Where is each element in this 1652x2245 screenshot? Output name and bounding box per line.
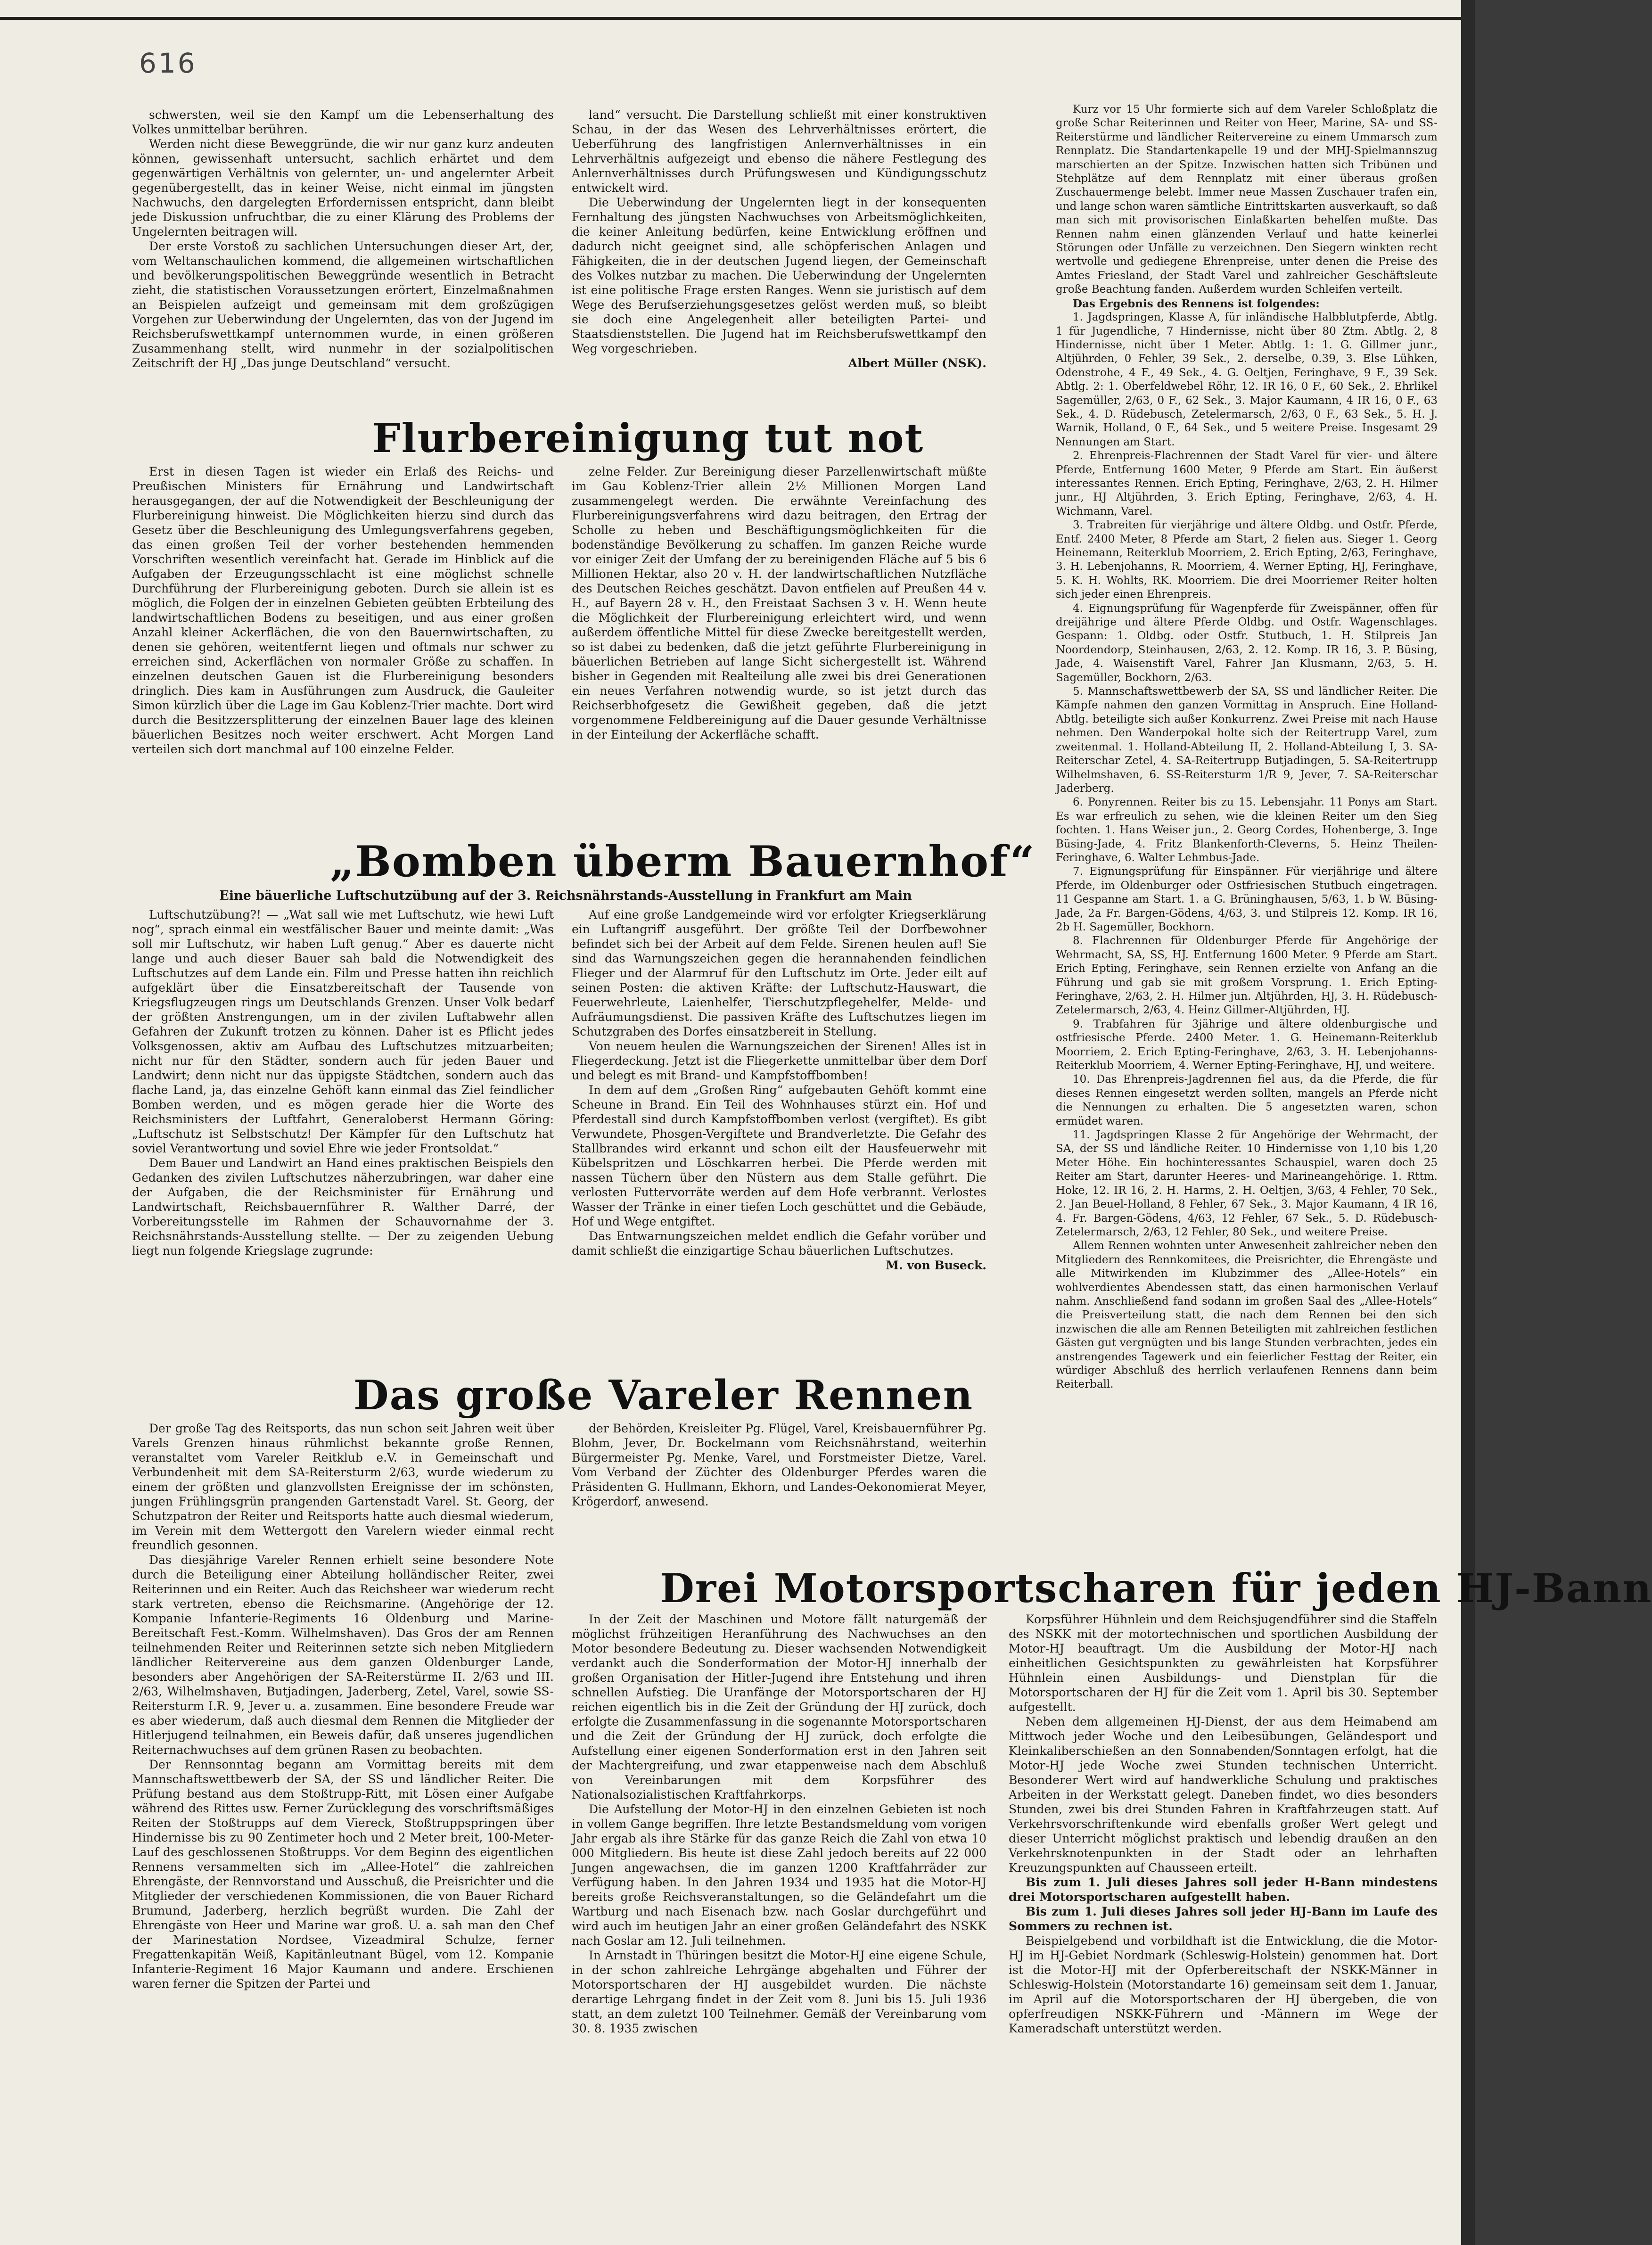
bomben-paragraph: Von neuem heulen die Warnungszeichen der Sirenen! Alles ist in Fliegerdeckung. Jetzt ist die Fliegerkette unmittelbar über dem Dorf und belegt es mit Brand- und Kampfstoffbomben! bbox=[572, 1039, 986, 1082]
hj-final-paragraph: Beispielgebend und vorbildhaft ist die Entwicklung, die die Motor-HJ im HJ-Gebiet Nordmark (Schleswig-Holstein) genommen hat. Dort ist die Motor-HJ mit der Opferbereitschaft der NSKK-Männer in Schleswig-Holstein (Motorstandarte 16) gemeinsam seit dem 1. Januar, im April auf die Motorsportscharen der HJ übergeben, die von opferfreudigen NSKK-Führern und -Männern im Wege der Kameradschaft unterstützt werden. bbox=[1009, 1934, 1438, 2035]
hj-paragraph: Die Aufstellung der Motor-HJ in den einzelnen Gebieten ist noch in vollem Gange begriffen. Ihre letzte Bestandsmeldung vom vorigen Jahr ergab als ihre Stärke für das ganze Reich die Zahl von etwa 10 000 Mitgliedern. Bis heute ist diese Zahl jedoch bereits auf 22 000 Jungen angewachsen, die im ganzen 1200 Kraftfahrräder zur Verfügung haben. In den Jahren 1934 und 1935 hat die Motor-HJ bereits große Reichsveranstaltungen, so die Geländefahrt um die Wartburg und nach Eisenach bzw. nach Goslar durchgeführt und wird auch im heutigen Jahr an einer großen Geländefahrt des NSKK nach Goslar am 12. Juli teilnehmen. bbox=[572, 1802, 986, 1948]
intro-signature: Albert Müller (NSK). bbox=[848, 356, 986, 370]
rennen-result-item: 4. Eignungsprüfung für Wagenpferde für Zweispänner, offen für dreijährige und ältere Pferde Oldbg. und Ostfr. Wagenschlages. Gespann: 1. Oldbg. oder Ostfr. Stutbuch, 1. H. Stilpreis Jan Noordendorp, Steinhausen, 2/63, 2. 12. Komp. IR 16, 3. P. Büsing, Jade, 4. Waisenstift Varel, Fahrer Jan Klusmann, 2/63, 5. H. Sagemüller, Bockhorn, 2/63. bbox=[1056, 602, 1438, 684]
rennen-result-item: 6. Ponyrennen. Reiter bis zu 15. Lebensjahr. 11 Ponys am Start. Es war erfreulich zu sehen, wie die kleinen Reiter um den Sieg fochten. 1. Hans Weiser jun., 2. Georg Cordes, Hohenberge, 3. Inge Büsing-Jade, 4. Fritz Blankenforth-Cleverns, 5. Heinz Theilen-Feringhave, 6. Walter Lehmbus-Jade. bbox=[1056, 796, 1438, 864]
bomben-paragraph: In dem auf dem „Großen Ring“ aufgebauten Gehöft kommt eine Scheune in Brand. Ein Teil des Wohnhauses stürzt ein. Hof und Pferdestall sind durch Kampfstoffbomben verlost (vergiftet). Es gibt Verwundete, Phosgen-Vergiftete und Brandverletzte. Die Gefahr des Stallbrandes wird erkannt und schon eilt der Hausfeuerwehr mit Kübelspritzen und Löschkarren herbei. Die Pferde werden mit nassen Tüchern über den Nüstern aus dem Stalle geführt. Die verlosten Futtervorräte werden auf dem Hofe verbrannt. Verlostes Wasser der Tränke in einer tiefen Loch geschüttet und die Gebäude, Hof und Wege entgiftet. bbox=[572, 1083, 986, 1228]
intro-paragraph: schwersten, weil sie den Kampf um die Lebenserhaltung des Volkes unmittelbar berühren. bbox=[132, 108, 554, 136]
flur-left-column bbox=[132, 464, 554, 757]
bomben-subhead: Eine bäuerliche Luftschutzübung auf der 3. Reichsnährstands-Ausstellung in Frankfurt am Main bbox=[219, 888, 912, 903]
intro-left-column bbox=[132, 107, 554, 370]
intro-paragraph: Werden nicht diese Beweggründe, die wir nur ganz kurz andeuten können, gewissenhaft untersucht, sachlich erhärtet und dem gegenwärtigen Verhältnis von gelernter, un- und angelernter Arbeit gegenübergestellt, das in keiner Weise, nicht einmal im jüngsten Nachwuchs, den dargelegten Erfordernissen entspricht, dann bleibt jede Diskussion unfruchtbar, die zu einer Klärung des Problems der Ungelernten beitragen will. bbox=[132, 137, 554, 238]
rennen-intro: Kurz vor 15 Uhr formierte sich auf dem Vareler Schloßplatz die große Schar Reiterinnen und Reiter von Heer, Marine, SA- und SS-Reiterstürme und ländlicher Reitervereine zu einem Ummarsch zum Rennplatz. Die Standartenkapelle 19 und der MHJ-Spielmannszug marschierten an der Spitze. Inzwischen hatten sich Tribünen und Stehplätze auf dem Rennplatz mit einer überaus großen Zuschauermenge belebt. Immer neue Massen Zuschauer trafen ein, und lange schon waren sämtliche Eintrittskarten ausverkauft, so daß man sich mit provisorischen Einlaßkarten behelfen mußte. Das Rennen nahm einen glänzenden Verlauf und hatte keinerlei Störungen oder Unfälle zu verzeichnen. Den Siegern winkten recht wertvolle und gediegene Ehrenpreise, unter denen die Preise des Amtes Friesland, der Stadt Varel und zahlreicher Geschäftsleute große Beachtung fanden. Außerdem wurden Schleifen verteilt. bbox=[1056, 103, 1438, 296]
rennen-result-item: 9. Trabfahren für 3jährige und ältere oldenburgische und ostfriesische Pferde. 2400 Meter. 1. G. Heinemann-Reiterklub Moorriem, 2. Erich Epting-Feringhave, 2/63, 3. H. Lebenjohanns-Reiterklub Moorriem, 4. Werner Epting-Feringhave, HJ, und weitere. bbox=[1056, 1018, 1438, 1072]
hj-bold-notice: Bis zum 1. Juli dieses Jahres soll jeder H-Bann mindestens drei Motorsportscharen aufgestellt haben. bbox=[1009, 1875, 1438, 1904]
intro-right-column bbox=[572, 107, 986, 370]
bomben-right-column bbox=[572, 907, 986, 1273]
hj-paragraph: In Arnstadt in Thüringen besitzt die Motor-HJ eine eigene Schule, in der schon zahlreiche Lehrgänge abgehalten und Führer der Motorsportscharen der HJ ausgebildet wurden. Die nächste derartige Lehrgang findet in der Zeit vom 8. Juni bis 15. Juli 1936 statt, an dem zuletzt 100 Teilnehmer. Gemäß der Vereinbarung vom 30. 8. 1935 zwischen bbox=[572, 1949, 986, 2035]
hj-headline: Drei Motorsportscharen für jeden HJ-Bann bbox=[660, 1565, 1652, 1612]
rennen-result-item: 7. Eignungsprüfung für Einspänner. Für vierjährige und ältere Pferde, im Oldenburger oder Ostfriesischen Stutbuch eingetragen. 11 Gespanne am Start. 1. a G. Brüninghausen, 5/63, 1. b W. Büsing-Jade, 2a Fr. Bargen-Gödens, 4/63, 3. und Stilpreis 12. Komp. IR 16, 2b H. Sagemüller, Bockhorn. bbox=[1056, 865, 1438, 933]
varel-paragraph: Der Rennsonntag begann am Vormittag bereits mit dem Mannschaftswettbewerb der SA, der SS und ländlicher Reiter. Die Prüfung bestand aus dem Stoßtrupp-Ritt, mit Lösen einer Aufgabe während des Rittes usw. Ferner Zurücklegung des vorschriftsmäßiges Reiten der Stoßtrupps auf dem Viereck, Stoßtruppspringen über Hindernisse bis zu 90 Zentimeter hoch und 2 Meter breit, 100-Meter-Lauf des geschlossenen Stoßtrupps. Vor dem Beginn des eigentlichen Rennens versammelten sich im „Allee-Hotel“ die zahlreichen Ehrengäste, der Rennvorstand und Ausschuß, die Preisrichter und die Mitglieder der verschiedenen Kommissionen, die von Bauer Richard Brumund, Jaderberg, herzlich begrüßt wurden. Die Zahl der Ehrengäste von Heer und Marine war groß. U. a. sah man den Chef der Marinestation Nordsee, Vizeadmiral Schulze, ferner Fregattenkapitän Weiß, Kapitänleutnant Bügel, vom 12. Kompanie Infanterie-Regiment 16 Major Kaumann und andere. Erschienen waren ferner die Spitzen der Partei und bbox=[132, 1758, 554, 1990]
intro-paragraph: Der erste Vorstoß zu sachlichen Untersuchungen dieser Art, der, vom Weltanschaulichen kommend, die allgemeinen wirtschaftlichen und bevölkerungspolitischen Beweggründe wesentlich in Betracht zieht, die statistischen Voraussetzungen erörtert, Einzelmaßnahmen an Beispielen aufzeigt und gemeinsam mit dem großzügigen Vorgehen zur Ueberwindung der Ungelernten, das von der Jugend im Reichsberufswettkampf unternommen wurde, in einen größeren Zusammenhang stellt, wird nunmehr in der sozialpolitischen Zeitschrift der HJ „Das junge Deutschland“ versucht. bbox=[132, 239, 554, 370]
bomben-paragraph: Das Entwarnungszeichen meldet endlich die Gefahr vorüber und damit schließt die einzigartige Schau bäuerlichen Luftschutzes. bbox=[572, 1229, 986, 1258]
varel-paragraph: Das diesjährige Vareler Rennen erhielt seine besondere Note durch die Beteiligung einer Abteilung holländischer Reiter, zwei Reiterinnen und ein Reiter. Auch das Reichsheer war wiederum recht stark vertreten, ebenso die Reichsmarine. (Angehörige der 12. Kompanie Infanterie-Regiments 16 Oldenburg und Marine-Bereitschaft Fest.-Komm. Wilhelmshaven). Das Gros der am Rennen teilnehmenden Reiter und Reiterinnen setzte sich neben Mitgliedern ländlicher Reitervereine aus dem ganzen Oldenburger Lande, besonders aber Angehörigen der SA-Reiterstürme II. 2/63 und III. 2/63, Wilhelmshaven, Butjadingen, Jaderberg, Zetel, Varel, sowie SS-Reitersturm I.R. 9, Jever u. a. zusammen. Eine besondere Freude war es aber wiederum, daß auch diesmal dem Rennen die Mitglieder der Hitlerjugend teilnahmen, ein Beweis dafür, daß unseres jugendlichen Reiternachwuchses auf dem grünen Rasen zu beobachten. bbox=[132, 1553, 554, 1757]
flur-paragraph: Erst in diesen Tagen ist wieder ein Erlaß des Reichs- und Preußischen Ministers für Ernährung und Landwirtschaft herausgegangen, der auf die Notwendigkeit der Beschleunigung der Flurbereinigung hinweist. Die Möglichkeiten hierzu sind durch das Gesetz über die Beschleunigung des Umlegungsverfahrens gegeben, das einen großen Teil der vorher bestehenden hemmenden Vorschriften wesentlich vereinfacht hat. Gerade im Hinblick auf die Aufgaben der Erzeugungsschlacht ist eine möglichst schnelle Durchführung der Flurbereinigung geboten. Durch sie allein ist es möglich, die Folgen der in einzelnen Gebieten geübten Erbteilung des landwirtschaftlichen Bodens zu beseitigen, und aus einer großen Anzahl kleiner Ackerflächen, die von den Bauernwirtschaften, zu denen sie gehören, weitentfernt liegen und oftmals nur schwer zu erreichen sind, Ackerflächen von normaler Größe zu schaffen. In einzelnen deutschen Gauen ist die Flurbereinigung besonders dringlich. Dies kam in Ausführungen zum Ausdruck, die Gauleiter Simon kürzlich über die Lage im Gau Koblenz-Trier machte. Dort wird durch die Besitzzersplitterung der einzelnen Bauer lage des kleinen bäuerlichen Besitzes noch weiter erschwert. Acht Morgen Land verteilen sich dort manchmal auf 100 einzelne Felder. bbox=[132, 465, 554, 756]
bomben-paragraph: Auf eine große Landgemeinde wird vor erfolgter Kriegserklärung ein Luftangriff ausgeführt. Der größte Teil der Dorfbewohner befindet sich bei der Arbeit auf dem Felde. Sirenen heulen auf! Sie sind das Warnungszeichen gegen die herannahenden feindlichen Flieger und der Alarmruf für den Luftschutz im Orte. Jeder eilt auf seinen Posten: die aktiven Kräfte: der Luftschutz-Hauswart, die Feuerwehrleute, Laienhelfer, Tierschutzpflegehelfer, Melde- und Aufräumungsdienst. Die passiven Kräfte des Luftschutzes liegen im Schutzgraben des Dorfes einsatzbereit in Stellung. bbox=[572, 908, 986, 1038]
varel-left-column bbox=[132, 1421, 554, 1991]
varel-paragraph: Der große Tag des Reitsports, das nun schon seit Jahren weit über Varels Grenzen hinaus rühmlichst bekannte große Rennen, veranstaltet vom Vareler Reitklub e.V. in Gemeinschaft und Verbundenheit mit dem SA-Reitersturm 2/63, wurde wiederum zu einem der größten und glanzvollsten Ereignisse der im schönsten, jungen Frühlingsgrün prangenden Gartenstadt Varel. St. Georg, der Schutzpatron der Reiter und Reitsports hatte auch diesmal wiederum, im Verein mit dem Wettergott den Varelern wieder einmal recht freundlich gesonnen. bbox=[132, 1422, 554, 1552]
bomben-headline: „Bomben überm Bauernhof“ bbox=[330, 837, 1036, 887]
hj-paragraph: In der Zeit der Maschinen und Motore fällt naturgemäß der möglichst frühzeitigen Heranführung des Nachwuchses an den Motor besondere Bedeutung zu. Dieser wachsenden Notwendigkeit verdankt auch die Sonderformation der Motor-HJ innerhalb der großen Organisation der Hitler-Jugend ihre Entstehung und ihren schnellen Aufstieg. Die Uranfänge der Motorsportscharen der HJ reichen eigentlich bis in die Zeit der Gründung der HJ zurück, doch erfolgte die Zusammenfassung in die sogenannte Motorsportscharen und die Zeit der Gründung der HJ zurück, doch erfolgte die Aufstellung einer eigenen Sonderformation erst in den Jahren seit der Machtergreifung, und zwar etappenweise nach dem Abschluß von Vereinbarungen mit dem Korpsführer des Nationalsozialistischen Kraftfahrkorps. bbox=[572, 1612, 986, 1801]
page-number: 616 bbox=[139, 47, 197, 79]
rennen-result-item: 3. Trabreiten für vierjährige und ältere Oldbg. und Ostfr. Pferde, Entf. 2400 Meter, 8 Pferde am Start, 2 fielen aus. Sieger 1. Georg Heinemann, Reiterklub Moorriem, 2. Erich Epting, 2/63, Feringhave, 3. H. Lebenjohanns, R. Moorriem, 4. Werner Epting, HJ, Feringhave, 5. K. H. Wohlts, RK. Moorriem. Die drei Moorriemer Reiter holten sich jeder einen Ehrenpreis. bbox=[1056, 519, 1438, 601]
intro-paragraph: land“ versucht. Die Darstellung schließt mit einer konstruktiven Schau, in der das Wesen des Lehrverhältnisses erörtert, die Ueberführung des langfristigen Anlernverhältnisses in ein Lehrverhältnis aufgezeigt und ebenso die nähere Festlegung des Anlernverhältnisses durch Prüfungswesen und Kündigungsschutz entwickelt wird. bbox=[572, 108, 986, 195]
rennen-result-item: 1. Jagdspringen, Klasse A, für inländische Halbblutpferde, Abtlg. 1 für Jugendliche, 7 Hindernisse, nicht über 80 Ztm. Abtlg. 2, 8 Hindernisse, nicht über 1 Meter. Abtlg. 1: 1. G. Gillmer junr., Altjührden, 0 Fehler, 39 Sek., 2. derselbe, 0.39, 3. Else Lühken, Odenstrohe, 4 F., 49 Sek., 4. G. Oeltjen, Feringhave, 9 F., 39 Sek. Abtlg. 2: 1. Oberfeldwebel Röhr, 12. IR 16, 0 F., 60 Sek., 2. Ehrlikel Sagemüller, 2/63, 0 F., 62 Sek., 3. Major Kaumann, 4 IR 16, 0 F., 63 Sek., 4. D. Rüdebusch, Zetelermarsch, 2/63, 0 F., 63 Sek., 5. H. J. Warnik, Holland, 0 F., 64 Sek., und 5 weitere Preise. Insgesamt 29 Nennungen am Start. bbox=[1056, 311, 1438, 448]
hj-paragraph: Korpsführer Hühnlein und dem Reichsjugendführer sind die Staffeln des NSKK mit der motortechnischen und sportlichen Ausbildung der Motor-HJ beauftragt. Um die Ausbildung der Motor-HJ nach einheitlichen Gesichtspunkten zu gewährleisten hat Korpsführer Hühnlein einen Ausbildungs- und Dienstplan für die Motorsportscharen der HJ für die Zeit vom 1. April bis 30. September aufgestellt. bbox=[1009, 1612, 1438, 1714]
hj-paragraph: Neben dem allgemeinen HJ-Dienst, der aus dem Heimabend am Mittwoch jeder Woche und den Leibesübungen, Geländesport und Kleinkaliberschießen an den Sonnabenden/Sonntagen erfolgt, hat die Motor-HJ jede Woche zwei Stunden technischen Unterricht. Besonderer Wert wird auf handwerkliche Schulung und praktisches Arbeiten in der Werkstatt gelegt. Daneben findet, wo dies besonders Stunden, zwei bis drei Stunden Fahren in Kraftfahrzeugen statt. Auf Verkehrsvorschriftenkunde wird ebenfalls großer Wert gelegt und dieser Unterricht möglichst praktisch und lebendig draußen an den Verkehrsknotenpunkten in der Stadt oder an lehrhaften Kreuzungspunkten auf Chausseen erteilt. bbox=[1009, 1715, 1438, 1875]
intro-paragraph: Die Ueberwindung der Ungelernten liegt in der konsequenten Fernhaltung des jüngsten Nachwuchses von Arbeitsmöglichkeiten, die keiner Anleitung bedürfen, keine Entwicklung eröffnen und dadurch nicht geeignet sind, alle schöpferischen Anlagen und Fähigkeiten, die in der deutschen Jugend liegen, der Gemeinschaft des Volkes nutzbar zu machen. Die Ueberwindung der Ungelernten ist eine politische Frage ersten Ranges. Wenn sie juristisch auf dem Wege des Berufserziehungsgesetzes gelöst werden muß, so bleibt sie doch eine Angelegenheit aller beteiligten Partei- und Staatsdienststellen. Die Jugend hat im Reichsberufswettkampf den Weg vorgeschrieben. bbox=[572, 196, 986, 355]
bomben-signature: M. von Buseck. bbox=[886, 1258, 986, 1272]
flur-right-column bbox=[572, 464, 986, 742]
rennen-result-item: 10. Das Ehrenpreis-Jagdrennen fiel aus, da die Pferde, die für dieses Rennen eingesetzt werden sollten, mangels an Pferde nicht die Nennungen zu erhalten. Die 5 angesetzten waren, schon ermüdet waren. bbox=[1056, 1073, 1438, 1127]
hj-left-column bbox=[572, 1612, 986, 2036]
rennen-ergebnis-label: Das Ergebnis des Rennens ist folgendes: bbox=[1073, 297, 1320, 310]
top-rule bbox=[0, 17, 1461, 20]
hj-bold-notice: Bis zum 1. Juli dieses Jahres soll jeder HJ-Bann im Laufe des Sommers zu rechnen ist. bbox=[1009, 1905, 1438, 1933]
rennen-result-item: 5. Mannschaftswettbewerb der SA, SS und ländlicher Reiter. Die Kämpfe nahmen den ganzen Vormittag in Anspruch. Eine Holland-Abtlg. beteiligte sich außer Konkurrenz. Zwei Preise mit nach Hause nehmen. Den Wanderpokal holte sich der Reitertrupp Varel, zum zweitenmal. 1. Holland-Abteilung II, 2. Holland-Abteilung I, 3. SA-Reiterschar Zetel, 4. SA-Reitertrupp Butjadingen, 5. SA-Reitertrupp Wilhelmshaven, 6. SS-Reitersturm 1/R 9, Jever, 7. SA-Reiterschar Jaderberg. bbox=[1056, 685, 1438, 795]
rennen-result-item: 8. Flachrennen für Oldenburger Pferde für Angehörige der Wehrmacht, SA, SS, HJ. Entfernung 1600 Meter. 9 Pferde am Start. Erich Epting, Feringhave, sein Rennen erzielte von Anfang an die Führung und gab sie mit großem Vorsprung. 1. Erich Epting-Feringhave, 2/63, 2. H. Hilmer jun. Altjührden, HJ, 3. H. Rüdebusch-Zetelermarsch, 2/63, 4. Heinz Gillmer-Altjührden, HJ. bbox=[1056, 935, 1438, 1017]
flur-headline: Flurbereinigung tut not bbox=[372, 415, 924, 461]
varel-right-column bbox=[572, 1421, 986, 1509]
rennen-result-item: 2. Ehrenpreis-Flachrennen der Stadt Varel für vier- und ältere Pferde, Entfernung 1600 Meter, 9 Pferde am Start. Ein äußerst interessantes Rennen. Erich Epting, Feringhave, 2/63, 2. H. Hilmer junr., HJ Altjührden, 3. Erich Epting, Feringhave, 2/63, 4. H. Wichmann, Varel. bbox=[1056, 450, 1438, 518]
rennen-result-item: 11. Jagdspringen Klasse 2 für Angehörige der Wehrmacht, der SA, der SS und ländliche Reiter. 10 Hindernisse von 1,10 bis 1,20 Meter Höhe. Ein hochinteressantes Schauspiel, waren doch 25 Reiter am Start, darunter Heeres- und Marineangehörige. 1. Rttm. Hoke, 12. IR 16, 2. H. Harms, 2. H. Oeltjen, 3/63, 4 Fehler, 70 Sek., 2. Jan Beuel-Holland, 8 Fehler, 67 Sek., 3. Major Kaumann, 4 IR 16, 4. Fr. Bargen-Gödens, 4/63, 12 Fehler, 67 Sek., 5. D. Rüdebusch-Zetelermarsch, 2/63, 12 Fehler, 80 Sek., und weitere Preise. bbox=[1056, 1129, 1438, 1238]
bomben-paragraph: Luftschutzübung?! — „Wat sall wie met Luftschutz, wie hewi Luft nog“, sprach einmal ein westfälischer Bauer und meinte damit: „Was soll mir Luftschutz, wir haben Luft genug.“ Aber es dauerte nicht lange und auch dieser Bauer sah bald die Notwendigkeit des Luftschutzes auf dem Lande ein. Film und Presse hatten ihn reichlich aufgeklärt über die Einsatzbereitschaft der Tausende von Kriegsflugzeugen rings um Deutschlands Grenzen. Unser Volk bedarf der größten Anstrengungen, um in der zivilen Luftabwehr allen Gefahren der Zukunft trotzen zu können. Daher ist es Pflicht jedes Volksgenossen, aktiv am Aufbau des Luftschutzes mitzuarbeiten; nicht nur für den Städter, sondern auch für jeden Bauer und Landwirt; denn nicht nur das üppigste Städtchen, sondern auch das flache Land, ja, das einzelne Gehöft kann einmal das Ziel feindlicher Bomben werden, und es mögen gerade hier die Worte des Reichsministers der Luftfahrt, Generaloberst Hermann Göring: „Luftschutz ist Selbstschutz! Der Kämpfer für den Luftschutz hat soviel Verantwortung und soviel Ehre wie jeder Frontsoldat.“ bbox=[132, 908, 554, 1155]
rennen-outro: Allem Rennen wohnten unter Anwesenheit zahlreicher neben den Mitgliedern des Rennkomitees, die Preisrichter, die Ehrengäste und alle Mitwirkenden im Klubzimmer des „Allee-Hotels“ ein wohlverdientes Abendessen statt, das einen harmonischen Verlauf nahm. Anschließend fand sodann im großen Saal des „Allee-Hotels“ die Preisverteilung statt, die nach dem Rennen bei den sich inzwischen die alle am Rennen Beteiligten mit zahlreichen festlichen Gästen gut vergnügten und bis lange Stunden verbrachten, jedes ein anstrengendes Tagewerk und ein feierlicher Festtag der Reiter, ein würdiger Abschluß des herrlich verlaufenen Rennens dann beim Reiterball. bbox=[1056, 1240, 1438, 1391]
bomben-left-column bbox=[132, 907, 554, 1258]
varel-paragraph: der Behörden, Kreisleiter Pg. Flügel, Varel, Kreisbauernführer Pg. Blohm, Jever, Dr. Bockelmann vom Reichsnährstand, weiterhin Bürgermeister Pg. Menke, Varel, und Forstmeister Dietze, Varel. Vom Verband der Züchter des Oldenburger Pferdes waren die Präsidenten G. Hullmann, Ekhorn, und Landes-Oekonomierat Meyer, Krögerdorf, anwesend. bbox=[572, 1422, 986, 1508]
bomben-paragraph: Dem Bauer und Landwirt an Hand eines praktischen Beispiels den Gedanken des zivilen Luftschutzes näherzubringen, war daher eine der Aufgaben, die der Reichsminister für Ernährung und Landwirtschaft, Reichsbauernführer R. Walther Darré, der Vorbereitungsstelle im Rahmen der Schauvornahme der 3. Reichsnährstands-Ausstellung stellte. — Der zu zeigenden Uebung liegt nun folgende Kriegslage zugrunde: bbox=[132, 1156, 554, 1258]
scan-edge bbox=[1461, 0, 1475, 2245]
flur-paragraph: zelne Felder. Zur Bereinigung dieser Parzellenwirtschaft müßte im Gau Koblenz-Trier allein 2½ Millionen Morgen Land zusammengelegt werden. Die erwähnte Vereinfachung des Flurbereinigungsverfahrens wird dazu beitragen, den Ertrag der Scholle zu heben und Beschäftigungsmöglichkeiten für die bodenständige Bevölkerung zu schaffen. Im ganzen Reiche wurde vor einiger Zeit der Umfang der zu bereinigenden Fläche auf 5 bis 6 Millionen Hektar, also 20 v. H. der landwirtschaftlichen Nutzfläche des Deutschen Reiches geschätzt. Davon entfielen auf Preußen 44 v. H., auf Bayern 28 v. H., den Freistaat Sachsen 3 v. H. Wenn heute die Möglichkeit der Flurbereinigung erleichtert wird, und wenn außerdem öffentliche Mittel für diese Zwecke bereitgestellt werden, so ist dabei zu bedenken, daß die jetzt geführte Flurbereinigung in bäuerlichen Betrieben auf lange Sicht sichergestellt ist. Während bisher in Gegenden mit Realteilung alle zwei bis drei Generationen ein neues Verfahren notwendig wurde, so ist jetzt durch das Reichserbhofgesetz die Gewißheit gegeben, daß die jetzt vorgenommene Feldbereinigung auf die Dauer gesunde Verhältnisse in der Einteilung der Ackerfläche schafft. bbox=[572, 465, 986, 741]
rennen-results-column bbox=[1056, 103, 1438, 1392]
varel-headline: Das große Vareler Rennen bbox=[353, 1372, 974, 1419]
hj-right-column bbox=[1009, 1612, 1438, 2036]
